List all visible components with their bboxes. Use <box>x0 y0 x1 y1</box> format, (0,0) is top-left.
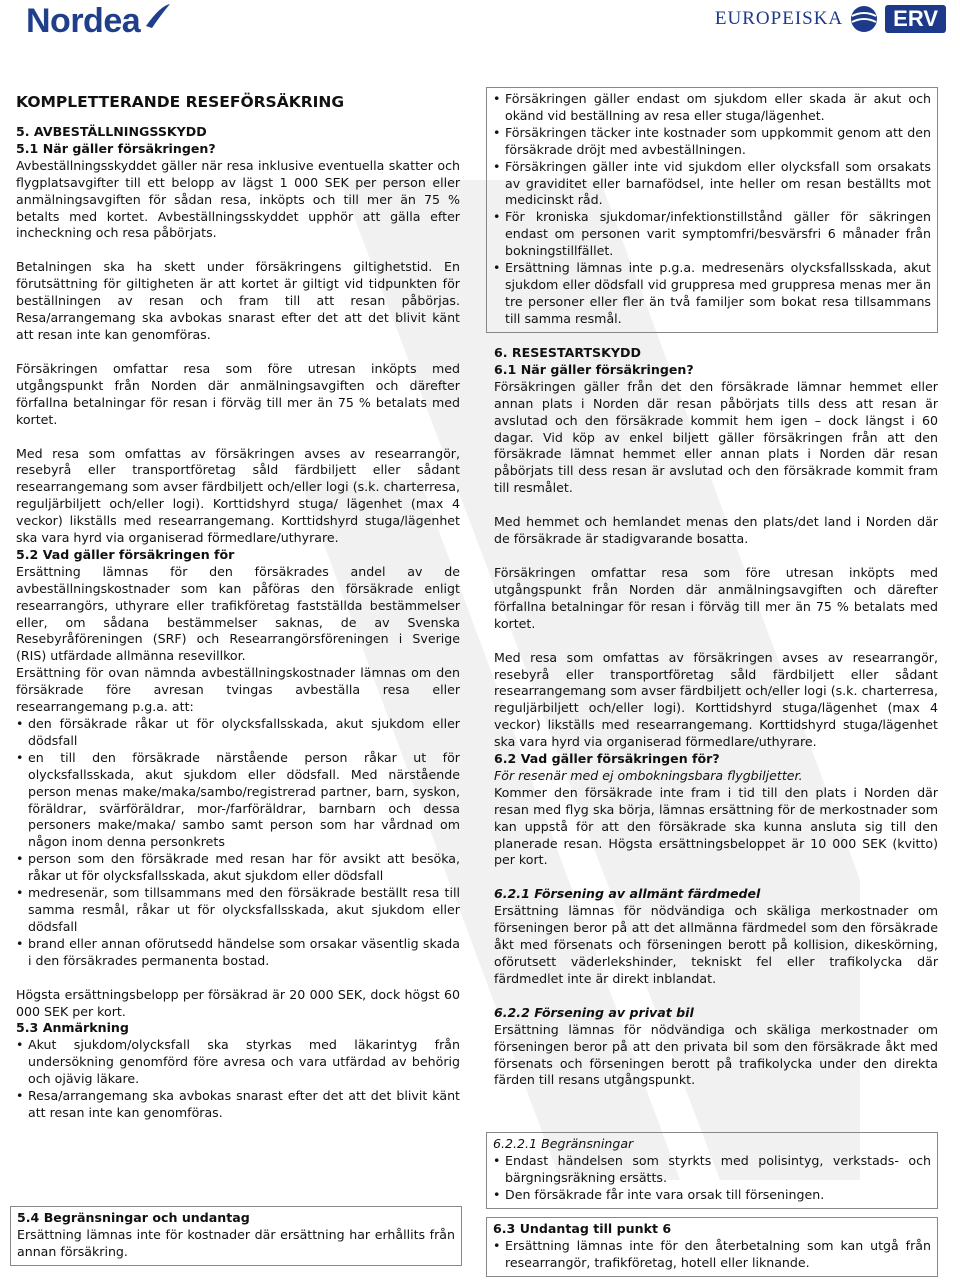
list-item: • Den försäkrade får inte vara orsak till förseningen. <box>493 1187 931 1204</box>
section-5-2-heading: 5.2 Vad gäller försäkringen för <box>16 546 235 562</box>
list-item: • person som den försäkrade med resan har för avsikt att besöka, råkar ut för olycksfallsskada, akut sjukdom eller dödsfall <box>16 851 460 885</box>
section-5-3-heading: 5.3 Anmärkning <box>16 1020 129 1036</box>
erv-logo: EUROPEISKA ERV <box>715 4 946 34</box>
bullet-list-6-2-2-1 <box>493 1153 931 1204</box>
section-6-2-2-1-box <box>486 1132 938 1209</box>
limitations-box <box>486 87 938 333</box>
paragraph: Kommer den försäkrade inte fram i tid till den plats i Norden där resan med flyg ska börja, lämnas ersättning för de merkostnader som kan uppstå för att den försäkrade ska kunna ansluta sig till den planerade resan. Högsta ersättningsbeloppet är 10 000 SEK (kvitto) per kort. <box>494 784 938 868</box>
nordea-logo: Nordea <box>26 2 172 41</box>
bullet-list-5-2 <box>16 716 460 970</box>
section-5-1-heading: 5.1 När gäller försäkringen? <box>16 140 216 156</box>
section-6-3-heading: 6.3 Undantag till punkt 6 <box>493 1221 672 1236</box>
paragraph: Ersättning för ovan nämnda avbeställningskostnader lämnas om den försäkrade före avresan tvingas avbeställa resa eller researrangemang p.g.a. att: <box>16 665 460 715</box>
list-item: • Försäkringen gäller endast om sjukdom eller skada är akut och okänd vid beställning av resa eller stuga/lägenhet. <box>493 91 931 125</box>
section-5-heading: 5. AVBESTÄLLNINGSSKYDD <box>16 124 207 139</box>
bullet-list-6-3 <box>493 1238 931 1272</box>
list-item: • Resa/arrangemang ska avbokas snarast efter det att det blivit känt att resan inte kan genomföras. <box>16 1088 460 1122</box>
paragraph: Med resa som omfattas av försäkringen avses av researrangör, resebyrå eller transportföretag såld färdbiljett eller sådant researrangemang som avser färdbiljett och/eller logi (s.k. charterresa, reguljärbiljett och/eller logi). Korttidshyrd stuga/ lägenhet (max 4 veckor) likställs med researrangemang. Korttidshyrd stuga/lägenhet ska vara hyrd via organiserad förmedlare/uthyrare. <box>16 445 460 546</box>
paragraph: Ersättning lämnas inte för kostnader där ersättning har erhållits från annan försäkring. <box>17 1226 455 1259</box>
section-6-1-heading: 6.1 När gäller försäkringen? <box>494 361 694 377</box>
section-6-2-2-1-heading: 6.2.2.1 Begränsningar <box>493 1136 634 1151</box>
bullet-list-5-3 <box>16 1037 460 1122</box>
paragraph: Försäkringen gäller från det den försäkrade lämnar hemmet eller annan plats i Norden där resan påbörjats tills dess att resan är avslutad och den försäkrade kommit hem igen – dock längst i 60 dagar. Vid köp av enkel biljett gäller försäkringen från att den försäkrade lämnat hemmet eller annan plats i Norden där resan påbörjats till dess resan är avslutad och den försäkrade kommit fram till resmålet. <box>494 378 938 496</box>
list-item: • Endast händelsen som styrkts med polisintyg, verkstads- och bärgningsräkning ersätts. <box>493 1153 931 1187</box>
paragraph: Med hemmet och hemlandet menas den plats/det land i Norden där de försäkrade är stadigvarande bosatta. <box>494 514 938 547</box>
list-item: • Ersättning lämnas inte p.g.a. medresenärs olycksfallsskada, akut sjukdom eller dödsfall vid gruppresa med gruppresa menas mer än tre personer eller fler än två familjer som bokat resa tillsammans till samma resmål. <box>493 260 931 328</box>
globe-icon <box>849 4 879 34</box>
paragraph: Avbeställningsskyddet gäller när resa inklusive eventuella skatter och flygplatsavgifter till ett belopp av lägst 1 000 SEK per person eller anmälningsavgiften för sådan resa, inköpts och till mer än 75 % betalts med kortet. Avbeställningsskyddet upphör att gälla efter incheckning och resa påbörjats. <box>16 157 460 241</box>
section-6-heading: 6. RESESTARTSKYDD <box>494 345 641 360</box>
nordea-swoosh-icon <box>142 2 172 32</box>
list-item: • medresenär, som tillsammans med den försäkrade beställt resa till samma resmål, råkar ut för olycksfallsskada, akut sjukdom eller dödsfall <box>16 885 460 936</box>
bullet-list-limitations <box>493 91 931 328</box>
section-6-2-heading: 6.2 Vad gäller försäkringen för? <box>494 751 720 767</box>
paragraph: Med resa som omfattas av försäkringen avses av researrangör, resebyrå eller transportföretag såld färdbiljett eller sådant researrangemang som avser färdbiljett och/eller logi (s.k. charterresa, reguljärbiljett och/eller logi). Korttidshyrd stuga/lägenhet (max 4 veckor) likställs med researrangemang. Korttidshyrd stuga/lägenhet ska vara hyrd via organiserad förmedlare/uthyrare. <box>494 649 938 750</box>
paragraph: Försäkringen omfattar resa som före utresan inköpts med utgångspunkt från Norden där anmälningsavgiften och därefter förfallna betalningar för resan i förväg till mer än 75 % betalats med kortet. <box>16 360 460 427</box>
list-item: • För kroniska sjukdomar/infektionstillstånd gäller för säkringen endast om personen varit symptomfri/besvärsfri 6 månader från bokningstillfället. <box>493 209 931 260</box>
list-item: • den försäkrade råkar ut för olycksfallsskada, akut sjukdom eller dödsfall <box>16 716 460 750</box>
paragraph: Försäkringen omfattar resa som före utresan inköpts med utgångspunkt från Norden där anmälningsavgiften och därefter förfallna betalningar för resan i förväg till mer än 75 % betalats med kortet. <box>494 564 938 631</box>
section-6-3-box <box>486 1217 938 1277</box>
section-5-4-box <box>10 1206 462 1266</box>
right-column <box>494 345 938 1089</box>
paragraph: Ersättning lämnas för den försäkrades andel av de avbeställningskostnader som kan påföras den försäkrade enligt researrangörs, uthyrare eller trafikföretag fastställda bestämmelser eller, om sådana bestämmelser saknas, de av Svenska Resebyråföreningen (SRF) och Researrangörsföreningen i Sverige (RIS) utfärdade allmänna resevillkor. <box>16 563 460 664</box>
list-item: • Försäkringen gäller inte vid sjukdom eller olycksfall som orsakats av graviditet eller barnafödsel, inte heller om resan beställts mot medicinskt råd. <box>493 159 931 210</box>
left-column <box>16 92 460 1122</box>
list-item: • Akut sjukdom/olycksfall ska styrkas med läkarintyg från undersökning genomförd före avresa och vara utfärdad av behörig och ojävig läkare. <box>16 1037 460 1088</box>
list-item: • Försäkringen täcker inte kostnader som uppkommit genom att den försäkrade dröjt med avbeställningen. <box>493 125 931 159</box>
section-5-4-heading: 5.4 Begränsningar och undantag <box>17 1210 250 1225</box>
paragraph: Ersättning lämnas för nödvändiga och skäliga merkostnader om förseningen beror på att den privata bil som den försäkrade åkt med försenats och förseningen berott på trafikolycka under den direkta färden till resans utgångspunkt. <box>494 1021 938 1088</box>
list-item: • brand eller annan oförutsedd händelse som orsakar väsentlig skada i den försäkrades permanenta bostad. <box>16 936 460 970</box>
paragraph: Högsta ersättningsbelopp per försäkrad är 20 000 SEK, dock högst 60 000 SEK per kort. <box>16 986 460 1019</box>
paragraph: Ersättning lämnas för nödvändiga och skäliga merkostnader om förseningen beror på att det allmänna färdmedel som den försäkrade åkt med försenats och förseningen berott på kollision, dikeskörning, oförutsett väderlekshinder, tekniskt fel eller trafikolycka där färdmedlet inte är direkt inblandat. <box>494 903 938 986</box>
list-item: • en till den försäkrade närstående person råkar ut för olycksfallsskada, akut sjukdom eller dödsfall. Med närstående person menas make/maka/sambo/registrerad partner, barn, syskon, föräldrar, svärföräldrar, mor-/farföräldrar, barnbarn och dessa personers make/maka/ sambo samt person som har vårdnad om någon inom denna personkrets <box>16 750 460 851</box>
section-6-2-2-heading: 6.2.2 Försening av privat bil <box>494 1004 694 1020</box>
document-title: KOMPLETTERANDE RESEFÖRSÄKRING <box>16 93 345 111</box>
section-6-2-1-heading: 6.2.1 Försening av allmänt färdmedel <box>494 886 761 902</box>
page-header <box>0 0 960 44</box>
section-6-2-subtitle: För resenär med ej ombokningsbara flygbiljetter. <box>494 767 803 783</box>
list-item: • Ersättning lämnas inte för den återbetalning som kan utgå från researrangör, trafikföretag, hotell eller liknande. <box>493 1238 931 1272</box>
paragraph: Betalningen ska ha skett under försäkringens giltighetstid. En förutsättning för giltigheten är att kortet är giltigt vid tidpunkten för beställningen av resan och fram till att resan påbörjas. Resa/arrangemang ska avbokas snarast efter det att det blivit känt att resan inte kan genomföras. <box>16 259 460 342</box>
